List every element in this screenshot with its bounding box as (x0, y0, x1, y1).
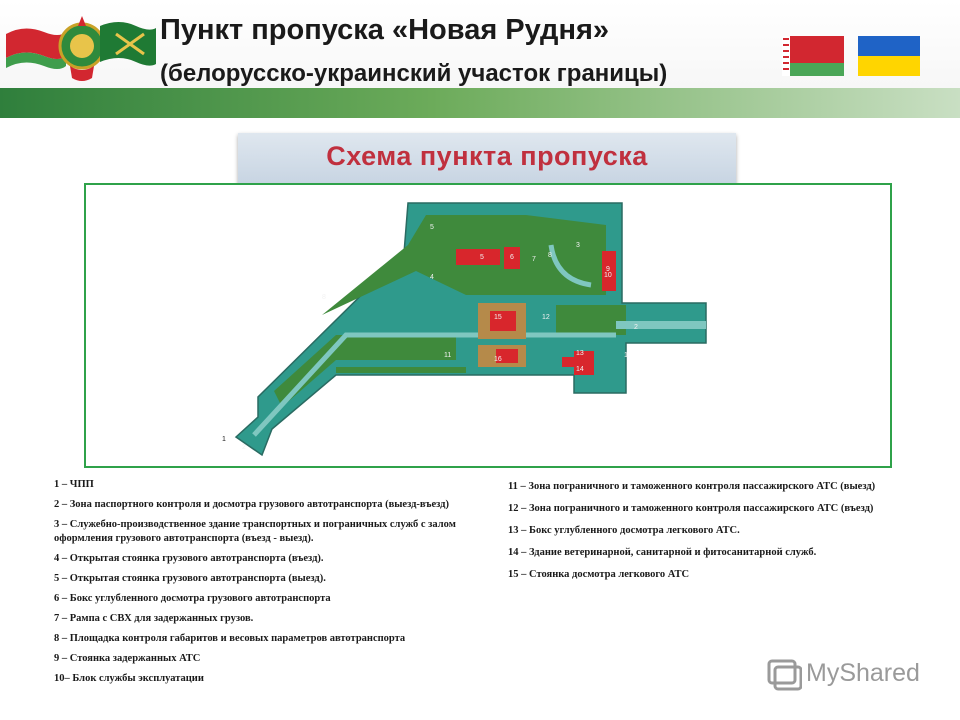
legend-item: 9 – Стоянка задержанных АТС (54, 653, 201, 664)
green-zone-east (556, 305, 626, 335)
legend-item: 15 – Стоянка досмотра легкового АТС (508, 569, 690, 580)
legend-item: 14 – Здание ветеринарной, санитарной и фитосанитарной служб. (508, 547, 817, 558)
scheme-title: Схема пункта пропуска (326, 141, 648, 171)
watermark-text: MyShared (806, 659, 920, 687)
ukraine-flag (858, 36, 920, 76)
legend-item: 10– Блок службы эксплуатации (54, 673, 204, 684)
map-label-1: 1 (222, 436, 226, 443)
map-label-13: 13 (576, 350, 584, 357)
map-label-8b: 8 (548, 252, 552, 259)
map-label-11: 11 (444, 352, 452, 359)
map-label-15: 15 (494, 314, 502, 321)
map-label-14: 14 (576, 366, 584, 373)
legend-item: 8 – Площадка контроля габаритов и весовых параметров автотранспорта (54, 633, 406, 644)
map-label-2-east: 2 (634, 324, 638, 331)
building-13 (562, 357, 574, 367)
map-label-7: 7 (532, 256, 536, 263)
map-label-12: 12 (542, 314, 550, 321)
map-label-2: 2 (242, 444, 246, 451)
watermark (766, 655, 936, 695)
header-stripe (0, 88, 960, 118)
border-service-emblem (4, 4, 156, 90)
belarus-flag (782, 36, 844, 76)
legend-item: 11 – Зона пограничного и таможенного контроля пассажирского АТС (выезд) (508, 481, 876, 492)
legend-left (54, 478, 484, 692)
legend-item: 7 – Рампа с СВХ для задержанных грузов. (54, 613, 254, 624)
page-title: Пункт пропуска «Новая Рудня» (160, 14, 610, 46)
legend-item: 6 – Бокс углубленного досмотра грузового автотранспорта (54, 593, 331, 604)
checkpoint-map (84, 183, 892, 468)
legend-item: 5 – Открытая стоянка грузового автотранспорта (выезд). (54, 573, 326, 584)
scheme-banner (238, 133, 736, 185)
legend-item: 1 – ЧПП (54, 479, 94, 490)
legend-item: 12 – Зона пограничного и таможенного контроля пассажирского АТС (въезд) (508, 503, 874, 514)
map-label-9: 9 (606, 266, 610, 273)
page-subtitle: (белорусско-украинский участок границы) (160, 60, 668, 87)
building-3 (456, 249, 500, 265)
map-label-5b: 5 (480, 254, 484, 261)
map-label-3: 3 (576, 242, 580, 249)
map-label-6: 6 (510, 254, 514, 261)
map-label-8a: 8 (322, 294, 326, 301)
legend-item: 3 – Служебно-производственное здание транспортных и пограничных служб с залом оформления грузового автотранспорта (въезд - выезд). (54, 519, 456, 544)
map-label-10: 10 (604, 272, 612, 279)
map-label-4: 4 (430, 274, 434, 281)
green-zone-south (336, 367, 466, 373)
map-label-1-east: 1 (624, 352, 628, 359)
map-label-16: 16 (494, 356, 502, 363)
legend-item: 13 – Бокс углубленного досмотра легкового АТС. (508, 525, 740, 536)
legend-item: 4 – Открытая стоянка грузового автотранспорта (въезд). (54, 553, 324, 564)
myshared-logo-icon (766, 655, 802, 691)
legend-right (508, 480, 918, 590)
map-label-5a: 5 (430, 224, 434, 231)
legend-item: 2 – Зона паспортного контроля и досмотра грузового автотранспорта (выезд-въезд) (54, 499, 449, 510)
